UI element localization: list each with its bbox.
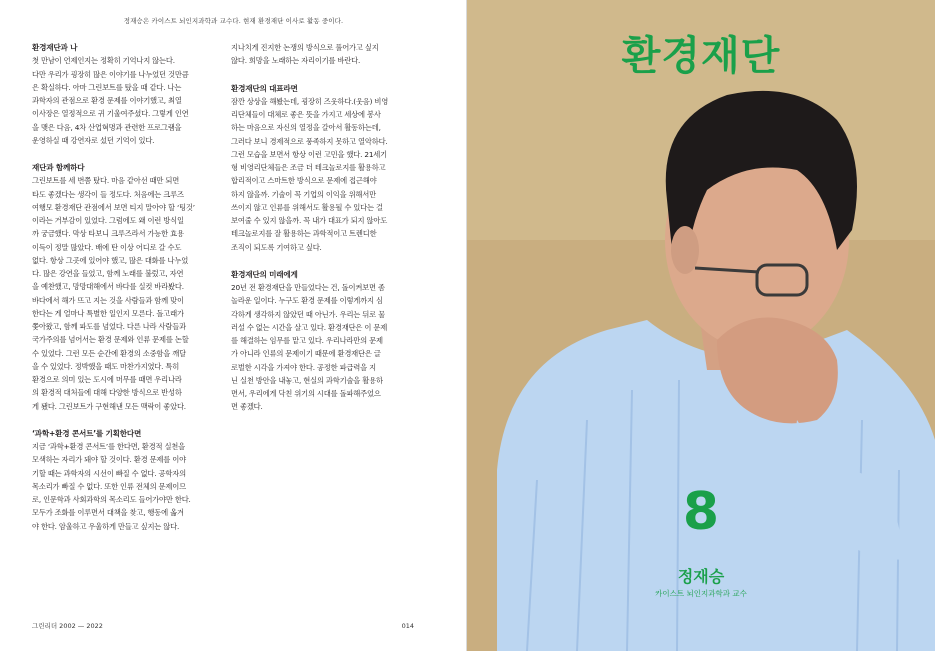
person-name: 정재승	[677, 567, 725, 586]
section-title: 환경재단과 나	[32, 43, 78, 52]
text-column-left	[32, 41, 218, 547]
left-page	[0, 0, 467, 651]
page-header: 정재승은 카이스트 뇌인지과학과 교수다. 현재 환경재단 이사로 활동 중이다.	[123, 17, 344, 25]
section-body: 첫 만남이 언제인지는 정확히 기억나지 않는다. 다만 우리가 굉장히 많은 이야기를 나누었던 것만큼 은 확실하다. 아마 그린보트를 탔을 때 같다. 나는 과학자의 관점으로 환경 문제를 이야기했고, 최열 이사장은 열정적으로 귀 기울여주셨다. 그렇게 인연 을 맺은 다음, 4차 산업혁명과 관련한 프로그램을 운영하실 때 강연자로 섰던 기억이 있다.	[32, 56, 189, 145]
section-body: 20년 전 환경재단을 만들었다는 건, 돌이켜보면 좀 놀라운 일이다. 누구도 환경 문제를 이렇게까지 심 각하게 생각하지 않았던 때 아닌가. 우리는 뒤로 물 러설 수 없는 시간을 살고 있다. 환경재단은 이 문제 를 해결하는 임무를 맡고 있다. 우리나라만의 문제 가 아니라 인류의 문제이기 때문에 환경재단은 글 로벌한 시각을 가져야 한다. 공정한 파급력을 지 닌 실천 방안을 내놓고, 현실의 과학기술을 활용하 면서, 우리에게 닥친 위기의 시대를 돌파해주었으 면 좋겠다.	[231, 283, 388, 412]
person-role: 카이스트 뇌인지과학과 교수	[655, 589, 747, 598]
right-page	[467, 0, 935, 651]
section-title: 환경재단의 대표라면	[231, 83, 298, 93]
footer-publication: 그린리더 2002 — 2022	[32, 622, 103, 630]
section-title: 환경재단의 미래에게	[231, 269, 298, 279]
section-body: 지나치게 진지한 논쟁의 방식으로 풀어가고 싶지 않다. 희망을 노래하는 자리이기를 바란다.	[231, 43, 379, 66]
brand-title: 환경재단	[621, 33, 781, 79]
section-body: 잠깐 상상을 해봤는데, 굉장히 즈웃하다.(웃음) 비영 리단체들이 대체로 좋은 뜻을 가지고 세상에 봉사 하는 마음으로 자신의 열정을 갈아서 활동하는데, 그러다 보니 경제적으로 풍족하지 못하고 열악하다. 그런 모습을 보면서 항상 이런 고민을 했다. 21세기 형 비영리단체들은 조금 더 테크놀로지를 활용하고 합리적이고 스마트한 방식으로 문제에 접근해야 하지 않을까. 기술이 꼭 기업의 이익을 위해서만 쓰이지 않고 인류를 위해서도 활용될 수 있다는 걸 보여줄 수 있지 않을까. 꼭 내가 대표가 되지 않아도 테크놀로지를 잘 활용하는 과학적이고 트렌디한 조직이 되도록 기여하고 싶다.	[231, 96, 389, 252]
section-body: 그린보트를 세 번쯤 탔다. 마음 같아선 때만 되면 타도 좋겠다는 생각이 들 정도다. 처음에는 크루즈 여행모 환경재단 관점에서 보면 티지 말아야 할 ‘팅것’ 이라는 거부감이 있었다. 그럼에도 왜 이런 방식일 까 궁금했다. 막상 타보니 크루즈라서 가능한 효용 이득이 정말 많았다. 배에 탄 이상 어디로 갈 수도 없다. 항상 그곳에 있어야 했고, 많은 대화를 나누었 다. 많은 강연을 들었고, 함께 노래를 불렀고, 자연 을 예찬했고, 망망대해에서 바다를 실컷 바라봤다. 바다에서 해가 뜨고 지는 것을 사람들과 함께 맞이 한다는 게 얼마나 특별한 일인지 모른다. 돌고래가 쫓아왔고, 함께 파도를 넘었다. 다른 나라 사람들과 국가주의를 넘어서는 환경 문제와 인류 문제를 논할 수 있었다. 그런 모든 순간에 환경의 소중함을 깨달 을 수 있었다. 정박했을 때도 마찬가지였다. 특히 환경으로 의미 있는 도시에 머무를 때면 우리나라 의 환경적 대처들에 대해 다양한 방식으로 반성하 게 됐다. 그린보트가 구현해낸 모든 맥락이 좋았다.	[32, 176, 195, 411]
page-number: 014	[401, 622, 414, 630]
portrait-photo	[467, 0, 935, 651]
section-title: 재단과 함께하다	[32, 163, 85, 172]
text-column-right	[231, 41, 417, 428]
feature-number: 8	[682, 482, 720, 542]
section-title: ‘과학+환경 콘서트’를 기획한다면	[32, 428, 142, 438]
section-body: 지금 ‘과학+환경 콘서트’를 한다면, 환경적 실천을 모색하는 자리가 돼야 할 것이다. 환경 문제를 이야 기할 때는 과학자의 시선이 빠질 수 없다. 공학자의 목소리가 빠질 수 없다. 또한 인류 전체의 문제이므 로, 인문학과 사회과학의 목소리도 들어가야만 한다. 모두가 조화를 이루면서 대책을 찾고, 행동에 옮겨 야 한다. 암울하고 우울하게 만들고 싶지는 않다.	[32, 442, 191, 531]
